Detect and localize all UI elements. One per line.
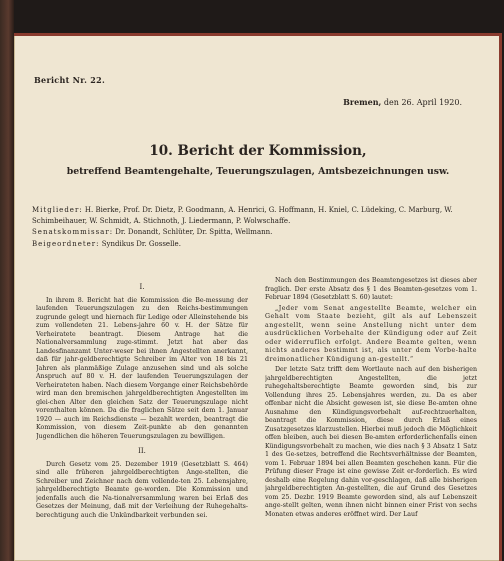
section-heading-1: I. bbox=[139, 283, 145, 291]
paragraph: In ihrem 8. Bericht hat die Kommission die Be-messung der laufenden Teuerungszulagen zu den Reichs-bestimmungen zugrunde gelegt und hiernach für Ledige oder Alleinstehende bis zum vollendeten 21. Lebens-jahre 60 v. H. der Sätze für Verheiratete beantragt. Diesem Antrage hat die Nationalversammlung zuge-stimmt. Jetzt hat aber das Landesfinanzamt Unter-weser bei ihnen Angestellten anerkannt, daß für jahr-geldberechtigte Schreiber im Alter von 18 bis 21 Jahren als planmäßige Zulage anzusehen sind und als solche Anspruch auf 80 v. H. der laufenden Teuerungszulagen der Verheirateten haben. Nach diesem Vorgange einer Reichsbehörde wird man den bremischen jahrgeldberechtigten Angestellten im glei-chen Alter den gleichen Satz der Teuerungszulage nicht vorenthalten können. Da die fraglichen Sätze seit dem 1. Januar 1920 — auch im Reichsdienste — bezahlt werden, beantragt die Kommission, von diesem Zeit-punkte ab den genannten Jugendlichen die höheren Teuerungszulagen zu bewilligen. bbox=[36, 296, 248, 440]
report-date bbox=[343, 97, 462, 107]
senat-label: Senatskommissar: bbox=[32, 228, 114, 237]
document-subtitle: betreffend Beamtengehalte, Teuerungszulagen, Amtsbezeichnungen usw. bbox=[66, 166, 450, 177]
right-column bbox=[265, 277, 477, 561]
section-heading-2: II. bbox=[138, 447, 146, 455]
members-label: Mitglieder: bbox=[32, 206, 83, 214]
members-line bbox=[32, 205, 472, 227]
paragraph: Der letzte Satz trifft dem Wortlaute nach auf den bisherigen jahrgeldberechtigten Angestellten, die jetzt ruhegehaltsberechtigte Beamte geworden sind, bis zur Vollendung ihres 25. Lebensjahres werden, zu. Da es aber offenbar nicht die Absicht gewesen ist, sie diese Be-amten ohne Ausnahme den Kündigungsvorbehalt auf-rechtzuerhalten, beantragt die Kommission, diese durch Erlaß eines Zusatzgesetzes klarzustellen. Hierbei muß jedoch die Möglichkeit offen bleiben, auch bei diesen Be-amten erforderlichenfalls einen Kündigungsvorbehalt zu machen, wie dies nach § 3 Absatz 1 Satz 1 des Ge-setzes, betreffend die Rechtsverhältnisse der Beamten, vom 1. Februar 1894 bei allen Beamten geschehen kann. Für die Prüfung dieser Frage ist eine gewisse Zeit er-forderlich. Es wird deshalb eine Regelung dahin vor-geschlagen, daß alle bisherigen jahrgeldberechtigten An-gestellten, die auf Grund des Gesetzes vom 25. Dezbr. 1919 Beamte geworden sind, als auf Lebenszeit ange-stellt gelten, wenn ihnen nicht binnen einer Frist von sechs Monaten etwas anderes eröffnet wird. Der Lauf bbox=[265, 366, 477, 518]
report-place: Bremen, bbox=[343, 97, 382, 107]
beigeordneter-label: Beigeordneter: bbox=[32, 239, 100, 248]
document-page bbox=[14, 33, 502, 561]
report-number: Bericht Nr. 22. bbox=[34, 75, 106, 85]
senat-line bbox=[32, 227, 472, 238]
paragraph: Durch Gesetz vom 25. Dezember 1919 (Gesetzblatt S. 464) sind alle früheren jahrgeldberechtigten Ange-stellten, die Schreiber und Zeichner nach dem vollende-ten 25. Lebensjahre, jahrgeldberechtigte Beamte ge-worden. Die Kommission und jedenfalls auch die Na-tionalversammlung waren bei Erlaß des Gesetzes der Meinung, daß mit der Verleihung der Ruhegehalts-berechtigung auch die Unkündbarkeit verbunden sei. bbox=[36, 460, 248, 519]
members-text: H. Bierke, Prof. Dr. Dietz, P. Goodmann, A. Henrici, G. Hoffmann, H. Kniel, C. Lüdeking, C. Marburg, W. Schimbeihauer, W. Schmidt, A. Stichnoth, J. Liedermann, P. Wolwschaffe. bbox=[32, 206, 453, 226]
beigeordneter-line bbox=[32, 239, 472, 250]
paragraph: Nach den Bestimmungen des Beamtengesetzes ist dieses aber fraglich. Der erste Absatz des § 1 des Beamten-gesetzes vom 1. Februar 1894 (Gesetzblatt S. 60) lautet: bbox=[265, 277, 477, 301]
document-title: 10. Bericht der Kommission, bbox=[149, 143, 367, 159]
beigeordneter-text: Syndikus Dr. Gosselle. bbox=[101, 239, 181, 248]
senat-text: Dr. Donandt, Schlüter, Dr. Spitta, Wellmann. bbox=[115, 228, 273, 237]
book-spine bbox=[0, 0, 14, 561]
members-block bbox=[32, 205, 472, 250]
report-date-text: den 26. April 1920. bbox=[383, 98, 462, 107]
law-quote: „Jeder vom Senat angestellte Beamte, welcher ein Gehalt vom Staate bezieht, gilt als auf Lebenszeit angestellt, wenn seine Anstellung nicht unter dem ausdrücklichen Vorbehalte der Kündigung oder auf Zeit oder widerruflich erfolgt. Andere Beamte gelten, wenn nichts anderes bestimmt ist, als unter dem Vorbe-halte dreimonatlicher Kündigung an-gestellt.“ bbox=[265, 304, 477, 363]
left-column bbox=[36, 277, 248, 561]
